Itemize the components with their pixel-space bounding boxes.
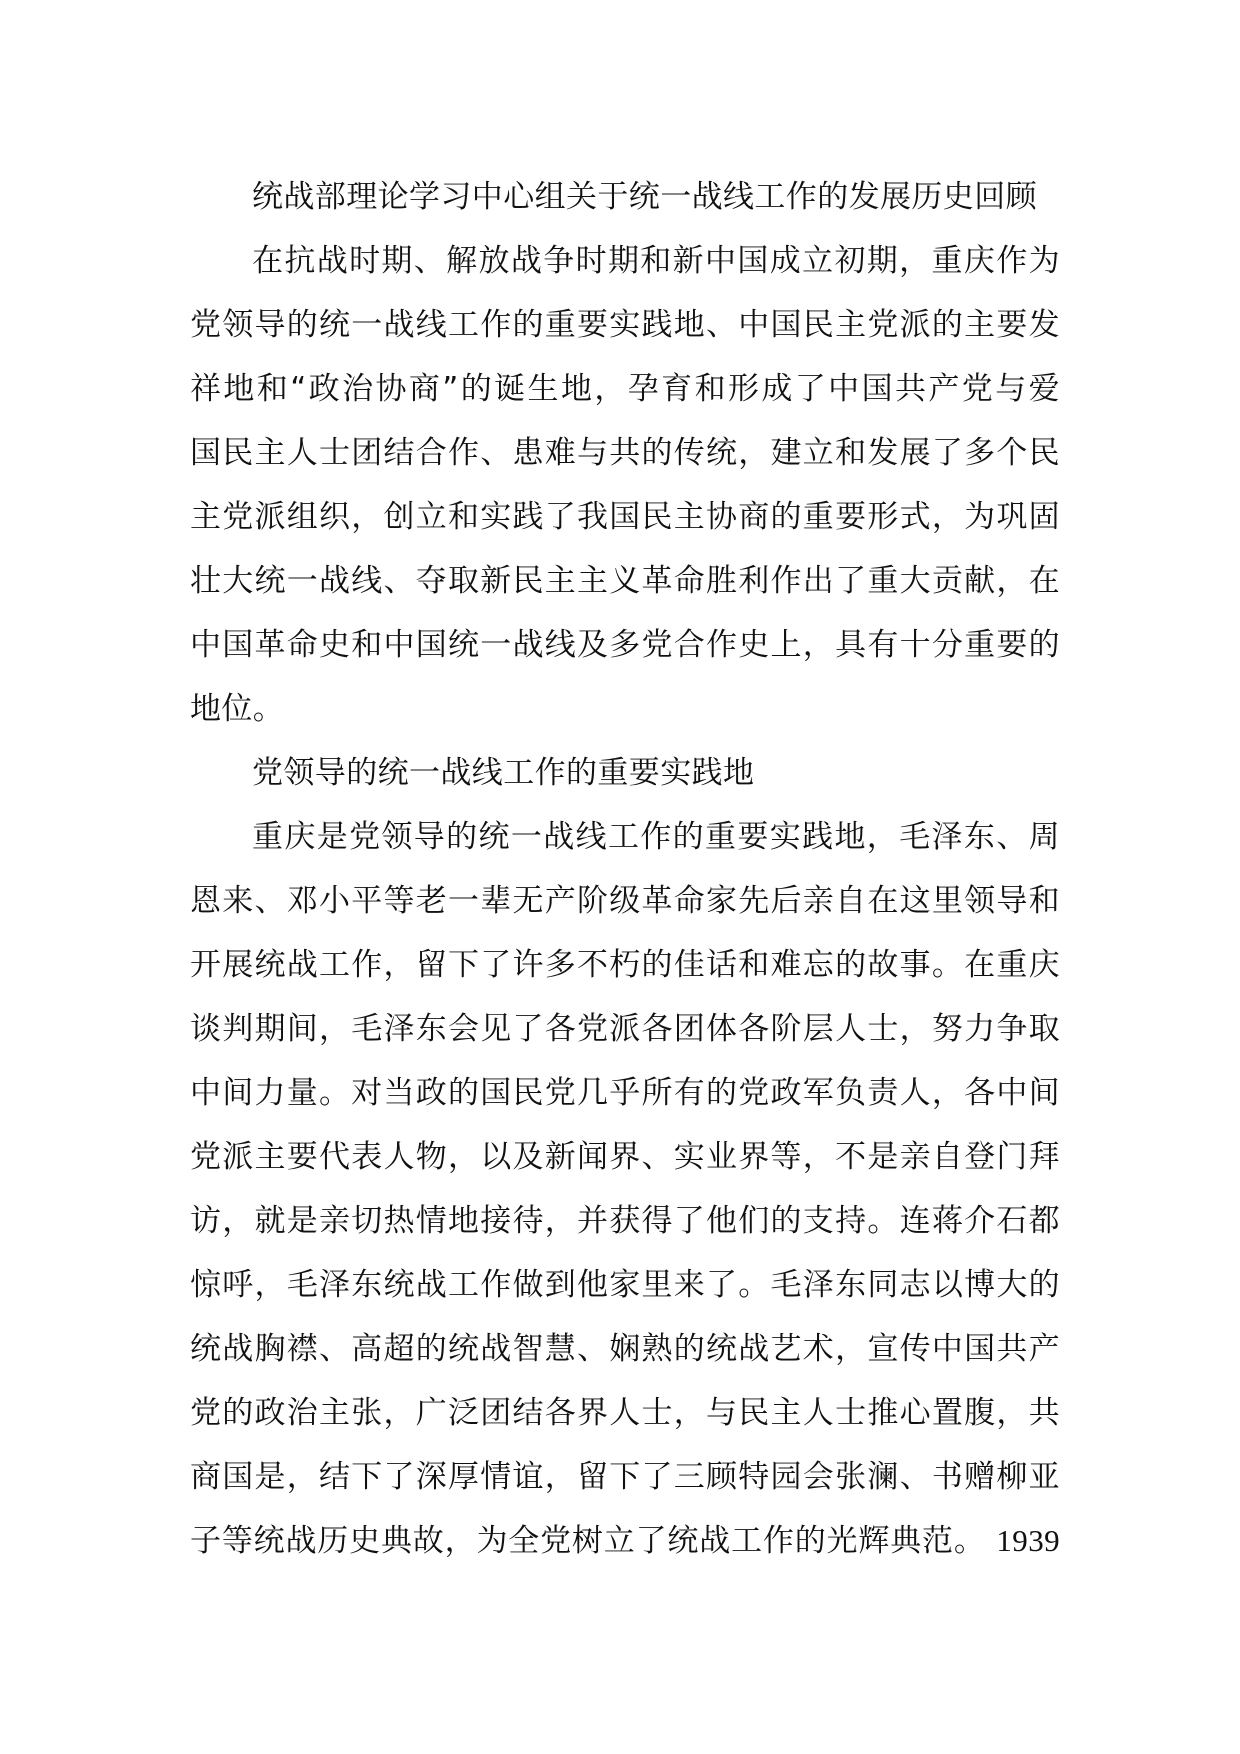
paragraph-line: 重庆是党领导的统一战线工作的重要实践地，毛泽东、周: [252, 819, 1060, 855]
paragraph-line: 统战胸襟、高超的统战智慧、娴熟的统战艺术，宣传中国共产: [190, 1331, 1060, 1367]
paragraph-line: 惊呼，毛泽东统战工作做到他家里来了。毛泽东同志以博大的: [190, 1267, 1060, 1303]
paragraph-line: 主党派组织，创立和实践了我国民主协商的重要形式，为巩固: [190, 499, 1060, 535]
paragraph-line: 地位。: [190, 691, 285, 727]
paragraph-line: 谈判期间，毛泽东会见了各党派各团体各阶层人士，努力争取: [190, 1011, 1060, 1047]
document-title: 统战部理论学习中心组关于统一战线工作的发展历史回顾: [252, 179, 1037, 215]
paragraph-line: 中间力量。对当政的国民党几乎所有的党政军负责人，各中间: [190, 1075, 1060, 1111]
paragraph-line-last: [190, 1509, 1060, 1573]
year-number: 1939: [996, 1523, 1060, 1558]
paragraph-line: 恩来、邓小平等老一辈无产阶级革命家先后亲自在这里领导和: [190, 883, 1060, 919]
section-heading: 党领导的统一战线工作的重要实践地: [252, 755, 755, 791]
paragraph-line: 祥地和“政治协商”的诞生地，孕育和形成了中国共产党与爱: [190, 371, 1060, 407]
paragraph-line: 党派主要代表人物，以及新闻界、实业界等，不是亲自登门拜: [190, 1139, 1060, 1175]
paragraph-line-text: 子等统战历史典故，为全党树立了统战工作的光辉典范。: [190, 1523, 986, 1559]
paragraph-line: 壮大统一战线、夺取新民主主义革命胜利作出了重大贡献，在: [190, 563, 1060, 599]
paragraph-line: 党的政治主张，广泛团结各界人士，与民主人士推心置腹，共: [190, 1395, 1060, 1431]
paragraph-line: 商国是，结下了深厚情谊，留下了三顾特园会张澜、书赠柳亚: [190, 1459, 1060, 1495]
paragraph-line: 国民主人士团结合作、患难与共的传统，建立和发展了多个民: [190, 435, 1060, 471]
paragraph-line: 中国革命史和中国统一战线及多党合作史上，具有十分重要的: [190, 627, 1060, 663]
paragraph-line: 党领导的统一战线工作的重要实践地、中国民主党派的主要发: [190, 307, 1060, 343]
paragraph-line: 开展统战工作，留下了许多不朽的佳话和难忘的故事。在重庆: [190, 947, 1060, 983]
paragraph-line: 在抗战时期、解放战争时期和新中国成立初期，重庆作为: [252, 243, 1060, 279]
paragraph-line: 访，就是亲切热情地接待，并获得了他们的支持。连蒋介石都: [190, 1203, 1060, 1239]
